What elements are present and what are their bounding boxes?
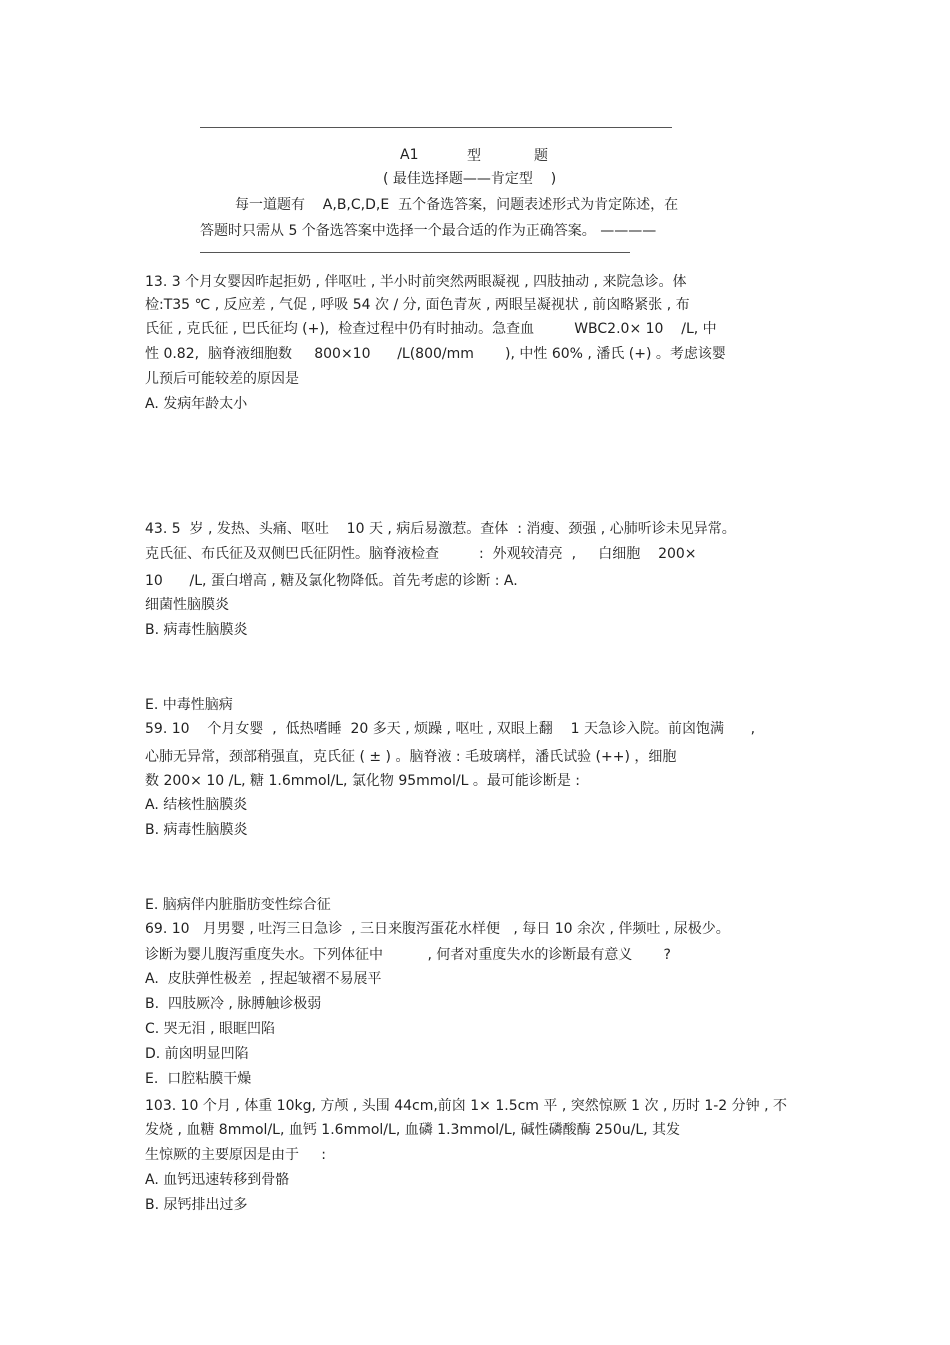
q103-option-a: A. 血钙迅速转移到骨骼 [145,1172,290,1188]
q69-line-2: 诊断为婴儿腹泻重度失水。下列体征中 , 何者对重度失水的诊断最有意义 ? [145,947,671,963]
q59-line-3: 数 200× 10 /L, 糖 1.6mmol/L, 氯化物 95mmol/L 。最可能诊断是 : [145,773,581,789]
q43-option-b: B. 病毒性脑膜炎 [145,622,248,638]
header-bottom-rule [200,252,630,253]
q103-line-3: 生惊厥的主要原因是由于 : [145,1147,326,1163]
q59-option-a: A. 结核性脑膜炎 [145,797,248,813]
q103-option-b: B. 尿钙排出过多 [145,1197,248,1213]
q43-line-3: 10 /L, 蛋白增高 , 糖及氯化物降低。首先考虑的诊断 : A. [145,573,518,589]
q43-line-4: 细菌性脑膜炎 [145,597,229,613]
q69-option-e: E. 口腔粘膜干燥 [145,1071,252,1087]
q13-line-3: 氏征 , 克氏征 , 巴氏征均 (+), 检查过程中仍有时抽动。急查血 WBC2.0× 10 /L, 中 [145,321,717,337]
top-rule [200,127,672,128]
q69-option-c: C. 哭无泪 , 眼眶凹陷 [145,1021,276,1037]
q69-option-d: D. 前囟明显凹陷 [145,1046,249,1062]
section-title-a1: A1 [400,147,419,163]
q43-line-2: 克氏征、布氏征及双侧巴氏征阴性。脑脊液检查 : 外观较清亮 , 白细胞 200× [145,546,697,562]
q13-line-4: 性 0.82, 脑脊液细胞数 800×10 /L(800/mm ), 中性 60% , 潘氏 (+) 。考虑该婴 [145,346,726,362]
section-subtitle: ( 最佳选择题——肯定型 ) [383,171,557,187]
q59-line-2: 心肺无异常，颈部稍强直，克氏征 ( ± ) 。脑脊液 : 毛玻璃样，潘氏试验 (++) ，细胞 [145,749,677,765]
q13-line-5: 儿预后可能较差的原因是 [145,371,299,387]
q69-option-a: A. 皮肤弹性极差 , 捏起皱褶不易展平 [145,971,382,987]
section-title-question: 题 [534,148,548,164]
q13-line-1: 13. 3 个月女婴因昨起拒奶 , 伴呕吐 , 半小时前突然两眼凝视 , 四肢抽动 , 来院急诊。体 [145,274,687,290]
q103-line-2: 发烧 , 血糖 8mmol/L, 血钙 1.6mmol/L, 血磷 1.3mmol/L, 碱性磷酸酶 250u/L, 其发 [145,1122,681,1138]
q69-line-1: 69. 10 月男婴 , 吐泻三日急诊 , 三日来腹泻蛋花水样便 , 每日 10 余次 , 伴频吐 , 尿极少。 [145,921,730,937]
q59-option-b: B. 病毒性脑膜炎 [145,822,248,838]
q59-line-1: 59. 10 个月女婴 , 低热嗜睡 20 多天 , 烦躁 , 呕吐 , 双眼上翻 1 天急诊入院。前囟饱满 , [145,721,756,737]
q103-line-1: 103. 10 个月 , 体重 10kg, 方颅 , 头围 44cm,前囟 1× 1.5cm 平 , 突然惊厥 1 次 , 历时 1-2 分钟 , 不 [145,1098,788,1114]
q43-option-e: E. 中毒性脑病 [145,697,233,713]
instructions-line-1: 每一道题有 A,B,C,D,E 五个备选答案，问题表述形式为肯定陈述，在 [235,197,679,213]
q43-line-1: 43. 5 岁 , 发热、头痛、呕吐 10 天 , 病后易激惹。查体 : 消瘦、颈强 , 心肺听诊未见异常。 [145,521,736,537]
instructions-line-2: 答题时只需从 5 个备选答案中选择一个最合适的作为正确答案。 ———— [200,223,657,239]
section-title-type: 型 [467,148,481,164]
q13-option-a: A. 发病年龄太小 [145,396,248,412]
q69-option-b: B. 四肢厥冷 , 脉膊触诊极弱 [145,996,322,1012]
q13-line-2: 检:T35 ℃ , 反应差 , 气促 , 呼吸 54 次 / 分, 面色青灰 , 两眼呈凝视状 , 前囟略紧张 , 布 [145,297,690,313]
q59-option-e: E. 脑病伴内脏脂肪变性综合征 [145,897,331,913]
